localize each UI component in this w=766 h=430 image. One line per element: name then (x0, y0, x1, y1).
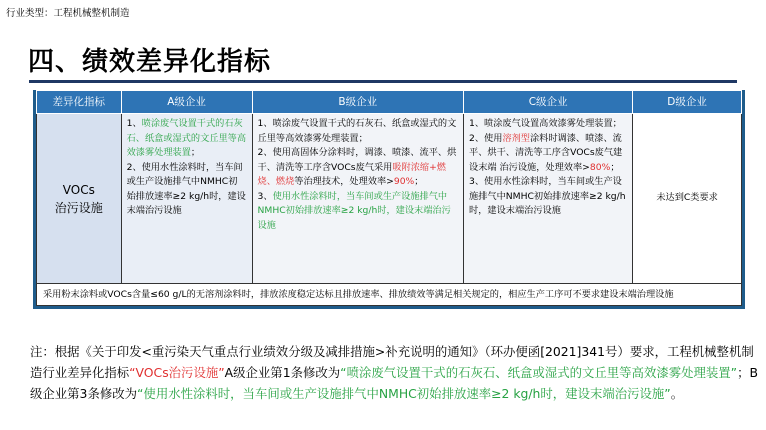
footnote-part2: A级企业第1条修改为 (224, 365, 341, 380)
industry-label: 行业类型：工程机械整机制造 (6, 8, 130, 19)
c-item-3: 3、使用水性涂料时，当车间或生产设施排气中NMHC初始排放速率≥2 kg/h时，建设末端治污设施 (469, 176, 626, 216)
b-item-2-efficiency: 90% (393, 176, 415, 187)
row-label-line1: VOCs (62, 182, 95, 197)
title-divider (29, 80, 737, 83)
indicator-table (36, 90, 742, 306)
c-item-2: 2、使用溶剂型涂料时调漆、喷漆、流平、烘干、清洗等工序含VOCs废气建设末端 治污设施，处理效率>80%； (469, 132, 623, 173)
row-label-line2: 治污设施 (54, 200, 103, 215)
col-header-a: A级企业 (121, 91, 252, 114)
footnote-b-revision: “使用水性涂料时，当车间或生产设施排气中NMHC初始排放速率≥2 kg/h时，建设末端治污设施” (137, 386, 671, 401)
footnote-indicator-name: “VOCs治污设施” (129, 365, 225, 380)
b-item-3-highlight: 使用水性涂料时，当车间或生产设施排气中NMHC初始排放速率≥2 kg/h时，建设末端治污设施 (257, 190, 451, 231)
table-row-vocs (37, 114, 742, 284)
row-label-cell (37, 114, 122, 284)
b-item-2-highlight: 吸附浓缩+燃烧、燃烧 (257, 161, 446, 187)
a-item-1-highlight: 喷涂废气设置干式的石灰石、纸盒或湿式的文丘里等高效漆雾处理装置 (126, 118, 247, 158)
c-grade-cell (464, 114, 633, 284)
col-header-b: B级企业 (252, 91, 464, 114)
indicator-table-wrapper (33, 90, 745, 309)
footnote-part3: ；B级企业第3条修改为 (30, 365, 759, 401)
table-header-row (37, 91, 742, 114)
a-grade-cell (121, 114, 252, 284)
b-item-3: 3、使用水性涂料时，当车间或生产设施排气中NMHC初始排放速率≥2 kg/h时，建设末端治污设施 (257, 190, 451, 231)
col-header-indicator: 差异化指标 (37, 91, 122, 114)
page-title: 四、绩效差异化指标 (28, 47, 272, 77)
c-item-2-highlight: 溶剂型 (502, 132, 530, 144)
col-header-c: C级企业 (464, 91, 633, 114)
a-item-2: 2、使用水性涂料时，当车间或生产设施排气中NMHC初始排放速率≥2 kg/h时，建设末端治污设施 (126, 161, 246, 216)
footnote-a-revision: “喷涂废气设置干式的石灰石、纸盒或湿式的文丘里等高效漆雾处理装置” (340, 365, 738, 380)
c-item-1: 1、喷涂废气设置高效漆雾处理装置； (469, 118, 622, 129)
footnote-part4: 。 (670, 386, 684, 401)
c-item-2-efficiency: 80% (589, 161, 611, 173)
col-header-d: D级企业 (633, 91, 742, 114)
footnote-part1: 注：根据《关于印发<重污染天气重点行业绩效分级及减排措施>补充说明的通知》（环办便函[2021]341号）要求，工程机械整机制造行业差异化指标 (30, 344, 754, 380)
table-note: 采用粉末涂料或VOCs含量≤60 g/L的无溶剂涂料时，排放浓度稳定达标且排放速率、排放绩效等满足相关规定的，相应生产工序可不要求建设末端治理设施 (37, 284, 742, 306)
footnote (30, 341, 760, 404)
b-item-1: 1、喷涂废气设置干式的石灰石、纸盒或湿式的文丘里等高效漆雾处理装置； (257, 118, 457, 144)
b-item-2: 2、使用高固体分涂料时，调漆、喷漆、流平、烘干、清洗等工序含VOCs废气采用吸附浓缩+燃烧、燃烧等治理技术，处理效率>90%； (257, 147, 457, 187)
a-item-1: 1、喷涂废气设置干式的石灰石、纸盒或湿式的文丘里等高效漆雾处理装置； (126, 118, 247, 158)
b-grade-cell (252, 114, 464, 284)
d-grade-cell: 未达到C类要求 (633, 114, 742, 284)
table-note-row (37, 284, 742, 306)
